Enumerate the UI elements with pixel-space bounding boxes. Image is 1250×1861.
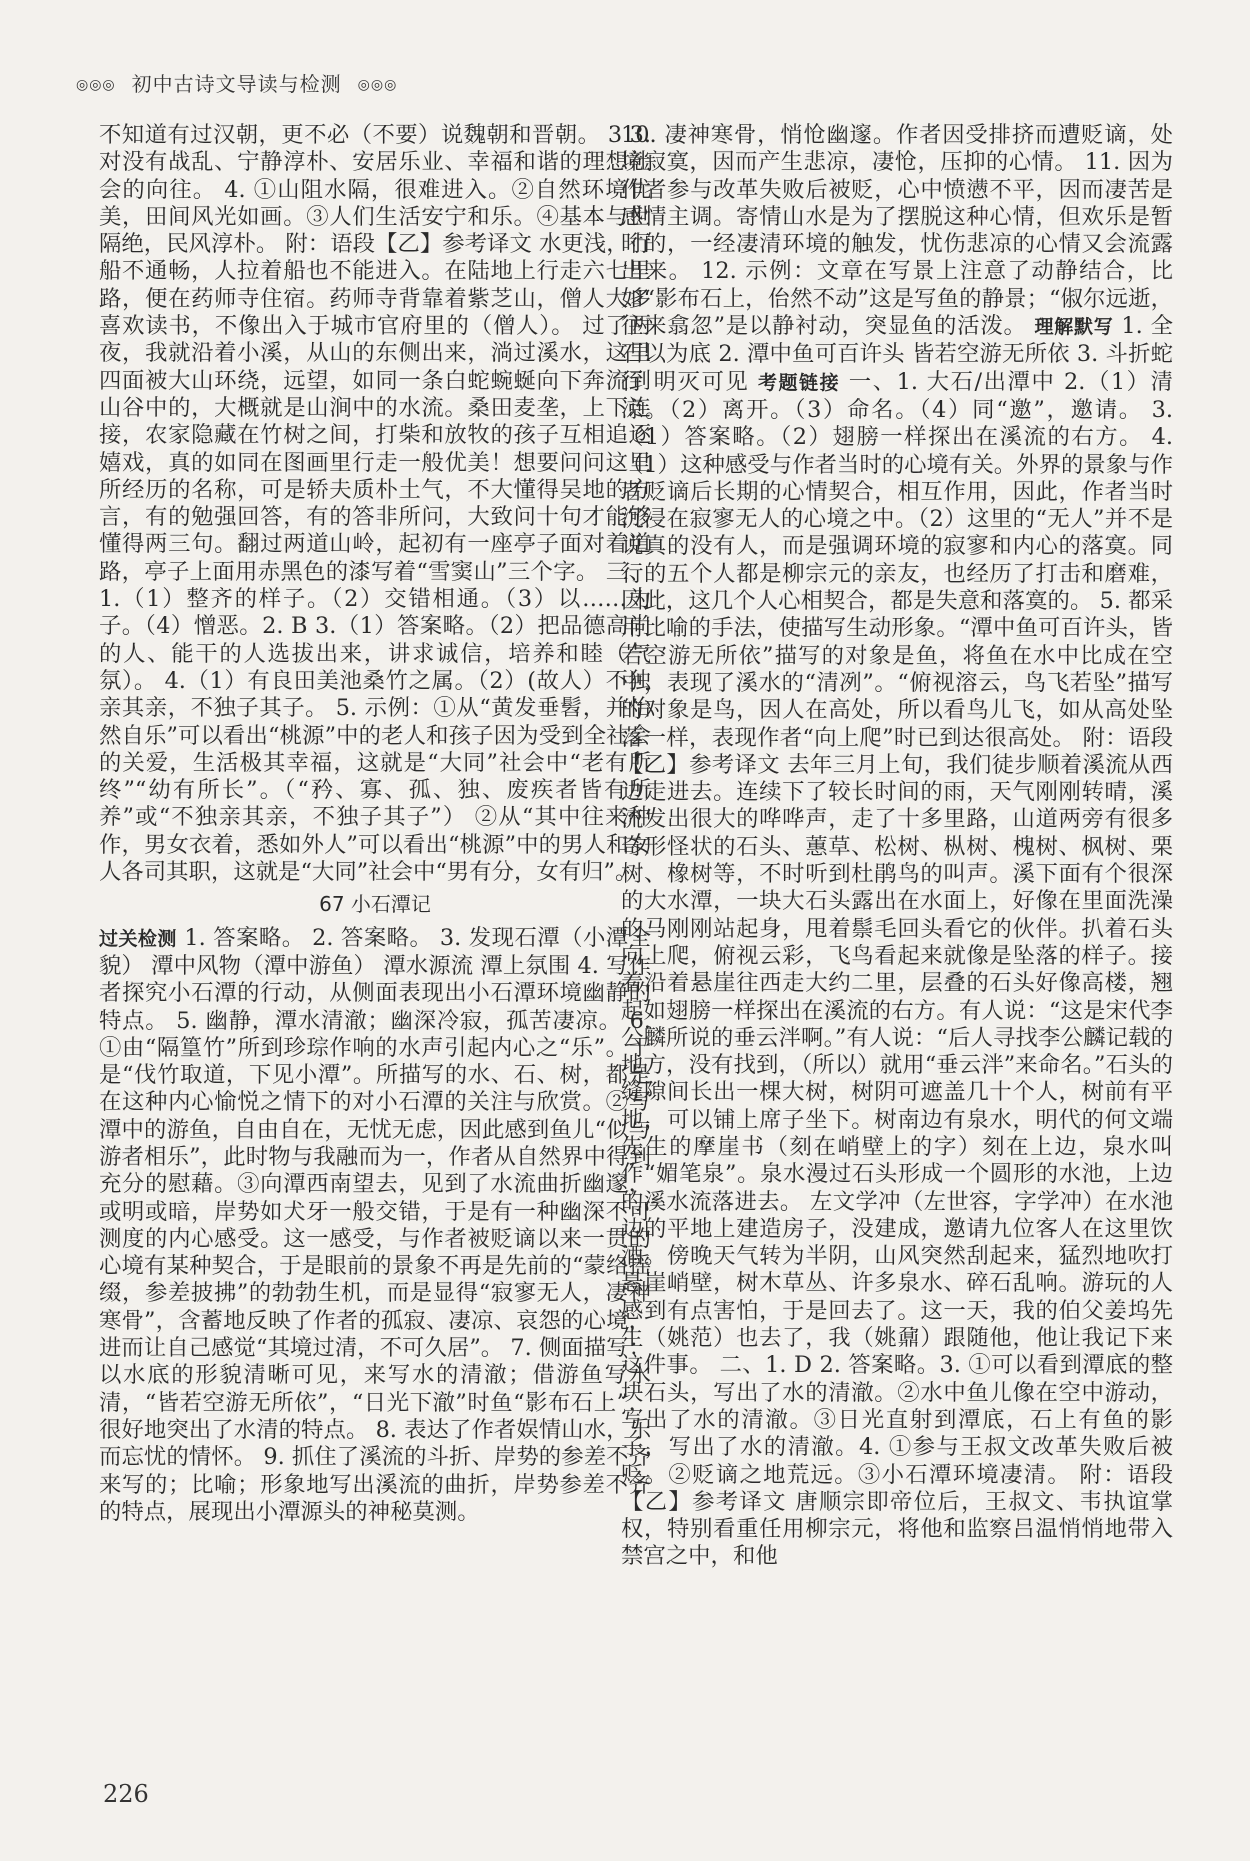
- header-ornament-left: ◎◎◎: [76, 77, 116, 93]
- label-dictation: 理解默写: [1034, 316, 1114, 339]
- label-exam-link: 考题链接: [757, 371, 841, 394]
- left-paragraph-checkpoint: [99, 925, 651, 1527]
- checkpoint-answers: 1. 答案略。 2. 答案略。 3. 发现石潭（小潭全貌） 潭中风物（潭中游鱼） 潭水源流 潭上氛围 4. 写作者探究小石潭的行动，从侧面表现出小石潭环境幽静的特点。 5. 幽静，潭水清澈；幽深冷寂，孤苦凄凉。 6. ①由“隔篁竹”所到珍琮作响的水声引起内心之“乐”。于是“伐竹取道，下见小潭”。所描写的水、石、树，都是在这种内心愉悦之情下的对小石潭的关注与欣赏。②写潭中的游鱼，自由自在，无忧无虑，因此感到鱼儿“似与游者相乐”，此时物与我融而为一，作者从自然界中得到充分的慰藉。③向潭西南望去，见到了水流曲折幽邃，或明或暗，岸势如犬牙一般交错，于是有一种幽深不可测度的内心感受。这一感受，与作者被贬谪以来一贯的心境有某种契合，于是眼前的景象不再是先前的“蒙络摇缀，参差披拂”的勃勃生机，而是显得“寂寥无人，凄神寒骨”，含蓄地反映了作者的孤寂、凄凉、哀怨的心境，进而让自己感觉“其境过清，不可久居”。 7. 侧面描写：以水底的形貌清晰可见，来写水的清澈；借游鱼写水清，“皆若空游无所依”，“日光下澈”时鱼“影布石上”，很好地突出了水清的特点。 8. 表达了作者娱情山水，乐而忘忧的情怀。 9. 抓住了溪流的斗折、岸势的参差不齐来写的；比喻；形象地写出溪流的曲折，岸势参差不齐的特点，展现出小潭源头的神秘莫测。: [99, 924, 651, 1525]
- page-number: 226: [103, 1780, 149, 1808]
- answers-10-12: 10. 凄神寒骨，悄怆幽邃。作者因受排挤而遭贬谪，处境寂寞，因而产生悲凉，凄怆，压抑的心情。 11. 因为作者参与改革失败后被贬，心中愤懑不平，因而凄苦是感情主调。寄情山水是为了摆脱这种心情，但欢乐是暂时的，一经凄清环境的触发，忧伤悲凉的心情又会流露出来。 12. 示例：文章在写景上注意了动静结合，比如“影布石上，佁然不动”这是写鱼的静景；“俶尔远逝，往来翕忽”是以静衬动，突显鱼的活泼。: [621, 122, 1173, 340]
- header-ornament-right: ◎◎◎: [357, 77, 398, 93]
- book-title: 初中古诗文导读与检测: [131, 72, 342, 96]
- exam-link-answers: 一、1. 大石/出潭中 2.（1）清凉。（2）离开。（3）命名。（4）同“邀”，邀请。 3.（1）答案略。（2）翅膀一样探出在溪流的右方。 4.（1）这种感受与作者当时的心境有关。外界的景象与作者贬谪后长期的心情契合，相互作用，因此，作者当时沉浸在寂寥无人的心境之中。（2）这里的“无人”并不是说真的没有人，而是强调环境的寂寥和内心的落寞。同行的五个人都是柳宗元的亲友，也经历了打击和磨难，因此，这几个人心相契合，都是失意和落寞的。 5. 都采用比喻的手法，使描写生动形象。“潭中鱼可百许头，皆若空游无所依”描写的对象是鱼，将鱼在水中比成在空中，表现了溪水的“清冽”。“俯视溶云，鸟飞若坠”描写的对象是鸟，因人在高处，所以看鸟儿飞，如从高处坠落一样，表现作者“向上爬”时已到达很高处。 附：语段【乙】参考译文 去年三月上旬，我们徒步顺着溪流从西边走进去。连续下了较长时间的雨，天气刚刚转晴，溪流发出很大的哗哗声，走了十多里路，山道两旁有很多奇形怪状的石头、蕙草、松树、枞树、槐树、枫树、栗树、橡树等，不时听到杜鹃鸟的叫声。溪下面有个很深的大水潭，一块大石头露出在水面上，好像在里面洗澡的马刚刚站起身，甩着鬃毛回头看它的伙伴。扒着石头向上爬，俯视云彩，飞鸟看起来就像是坠落的样子。接着沿着悬崖往西走大约二里，层叠的石头好像高楼，翘起如翅膀一样探出在溪流的右方。有人说：“这是宋代李公麟所说的垂云泮啊。”有人说：“后人寻找李公麟记载的地方，没有找到，（所以）就用“垂云泮”来命名。”石头的缝隙间长出一棵大树，树阴可遮盖几十个人，树前有平地，可以铺上席子坐下。树南边有泉水，明代的何文端先生的摩崖书（刻在峭壁上的字）刻在上边，泉水叫作“媚笔泉”。泉水漫过石头形成一个圆形的水池，上边的溪水流落进去。 左文学冲（左世容，字学冲）在水池边的平地上建造房子，没建成，邀请九位客人在这里饮酒。傍晚天气转为半阴，山风突然刮起来，猛烈地吹打悬崖峭壁，树木草丛、许多泉水、碎石乱响。游玩的人感到有点害怕，于是回去了。这一天，我的伯父姜坞先生（姚范）也去了，我（姚鼐）跟随他，他让我记下来这件事。 二、1. D 2. 答案略。3. ①可以看到潭底的整块石头，写出了水的清澈。②水中鱼儿像在空中游动，写出了水的清澈。③日光直射到潭底，石上有鱼的影子，写出了水的清澈。4. ①参与王叔文改革失败后被贬。②贬谪之地荒远。③小石潭环境凄清。 附：语段【乙】参考译文 唐顺宗即帝位后，王叔文、韦执谊掌权，特别看重任用柳宗元，将他和监察吕温悄悄地带入禁宫之中，和他: [621, 368, 1173, 1570]
- left-column: [99, 122, 651, 1526]
- running-header: [76, 68, 397, 97]
- section-title: 67 小石潭记: [319, 892, 431, 917]
- dictation-answers: 1. 全石以为底 2. 潭中鱼可百许头 皆若空游无所依 3. 斗折蛇行 明灭可见: [621, 313, 1173, 395]
- right-paragraph: [621, 122, 1173, 1571]
- right-column: [621, 122, 1173, 1571]
- left-paragraph-continued: 不知道有过汉朝，更不必（不要）说魏朝和晋朝。 3 3. 对没有战乱、宁静淳朴、安居乐业、幸福和谐的理想社会的向往。 4. ①山阻水隔，很难进入。②自然环境优美，田间风光如画。③人们生活安宁和乐。④基本与世隔绝，民风淳朴。 附：语段【乙】参考译文 水更浅，行船不通畅，人拉着船也不能进入。在陆地上行走六七里路，便在药师寺住宿。药师寺背靠着紫芝山，僧人大多喜欢读书，不像出入于城市官府里的（僧人）。 过了两夜，我就沿着小溪，从山的东侧出来，淌过溪水，这里四面被大山环绕，远望，如同一条白蛇蜿蜒向下奔流到山谷中的，大概就是山涧中的水流。桑田麦垄，上下连接，农家隐藏在竹树之间，打柴和放牧的孩子互相追逐嬉戏，真的如同在图画里行走一般优美！想要问问这里所经历的名称，可是轿夫质朴土气，不大懂得吴地的方言，有的勉强回答，有的答非所问，大致问十句才能够懂得两三句。翻过两道山岭，起初有一座亭子面对着道路，亭子上面用赤黑色的漆写着“雪窦山”三个字。 三、1.（1）整齐的样子。（2）交错相通。（3）以……为子。（4）憎恶。2. B 3.（1）答案略。（2）把品德高尚的人、能干的人选拔出来，讲求诚信，培养和睦（气氛）。 4.（1）有良田美池桑竹之属。（2）(故人）不独亲其亲，不独子其子。 5. 示例：①从“黄发垂髫，并怡然自乐”可以看出“桃源”中的老人和孩子因为受到全社会的关爱，生活极其幸福，这就是“大同”社会中“老有所终”“幼有所长”。（“矜、寡、孤、独、废疾者皆有所养”或“不独亲其亲，不独子其子”） ②从“其中往来种作，男女衣着，悉如外人”可以看出“桃源”中的男人和女人各司其职，这就是“大同”社会中“男有分，女有归”。: [99, 122, 651, 886]
- label-checkpoint: 过关检测: [99, 927, 177, 950]
